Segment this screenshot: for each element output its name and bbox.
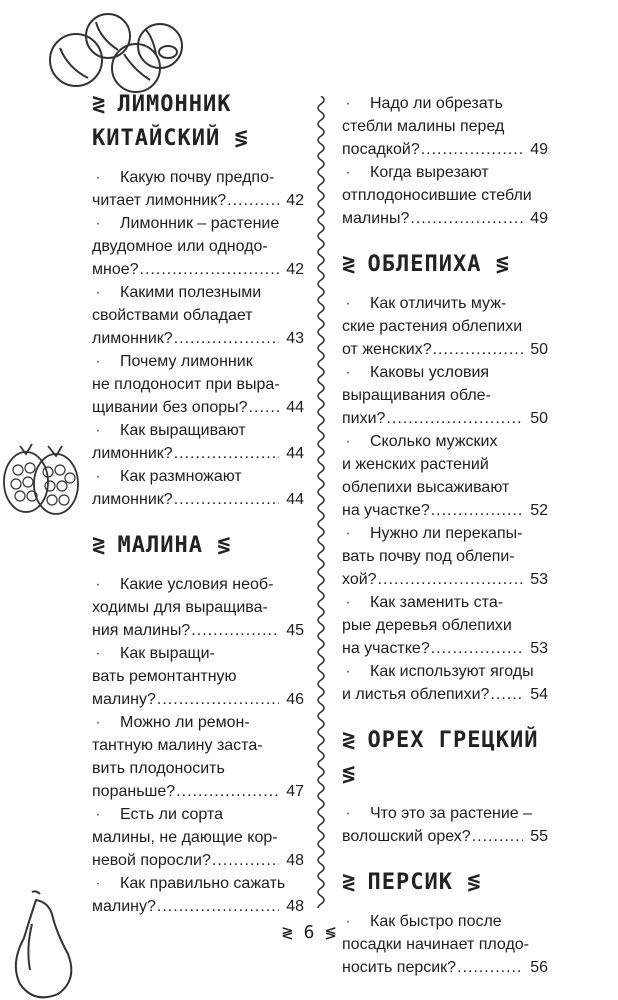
toc-page-number: 42	[286, 192, 304, 209]
page-number-ornament-right: ≶	[325, 922, 337, 943]
toc-entry-text: выращивания обле-	[342, 387, 491, 404]
toc-entry-line	[342, 660, 548, 683]
toc-entry-text: посадкой?	[342, 141, 420, 158]
dot-leader	[174, 442, 279, 465]
bullet-marker: ·	[345, 663, 351, 680]
toc-entry[interactable]	[92, 350, 304, 419]
title-ornament-left: ≷	[92, 533, 104, 558]
toc-entry-text: Какими полезными	[120, 284, 262, 301]
dot-leader	[140, 258, 279, 281]
section-gap	[92, 511, 304, 529]
title-ornament-left: ≷	[92, 92, 104, 117]
toc-entry-line	[92, 734, 304, 757]
dot-leader	[249, 396, 279, 419]
bullet-marker: ·	[95, 284, 101, 301]
toc-entry[interactable]	[92, 212, 304, 281]
toc-entry-text: и женских растений	[342, 456, 489, 473]
toc-entry-text: малины?	[342, 210, 410, 227]
toc-entry-line	[342, 207, 548, 230]
toc-entry-line	[92, 757, 304, 780]
toc-entry-text: на участке?	[342, 502, 430, 519]
toc-entry[interactable]	[342, 660, 548, 706]
dot-leader	[176, 780, 279, 803]
toc-entry-line	[342, 384, 548, 407]
toc-page-number: 45	[286, 622, 304, 639]
section-gap	[342, 706, 548, 724]
toc-entry[interactable]	[342, 161, 548, 230]
section-title-oblepiha	[342, 248, 548, 282]
toc-entry-text: Как размножают	[120, 468, 242, 485]
toc-entry-line	[92, 826, 304, 849]
section-title-text: МАЛИНА	[117, 533, 203, 558]
toc-entry-line	[342, 115, 548, 138]
section-title-oreh	[342, 724, 548, 792]
bullet-marker: ·	[95, 645, 101, 662]
toc-entry-text: облепихи высаживают	[342, 479, 510, 496]
toc-entry-line	[92, 396, 304, 419]
toc-entry-line	[342, 184, 548, 207]
toc-entry-text: Какие условия необ-	[120, 576, 274, 593]
toc-entry-text: пораньше?	[92, 783, 176, 800]
toc-page-number: 44	[286, 399, 304, 416]
toc-entry[interactable]	[92, 573, 304, 642]
toc-entry-line	[92, 419, 304, 442]
dot-leader	[212, 849, 279, 872]
toc-entry[interactable]	[92, 166, 304, 212]
toc-entry-line	[92, 895, 304, 918]
toc-entry-line	[92, 327, 304, 350]
toc-entry[interactable]	[342, 92, 548, 161]
bullet-marker: ·	[95, 806, 101, 823]
toc-entry-line	[342, 138, 548, 161]
toc-page-number: 50	[530, 410, 548, 427]
toc-entry-text: Какую почву предпо-	[120, 169, 275, 186]
toc-entry-line	[342, 453, 548, 476]
toc-entry-text: мное?	[92, 261, 139, 278]
section-title-line: КИТАЙСКИЙ	[92, 126, 221, 151]
dot-leader	[431, 637, 523, 660]
toc-entry-text: Есть ли сорта	[120, 806, 223, 823]
title-ornament-right: ≶	[342, 762, 354, 787]
toc-entry-line	[342, 956, 548, 979]
bullet-marker: ·	[345, 164, 351, 181]
toc-entry-line	[92, 849, 304, 872]
toc-entry-line	[92, 780, 304, 803]
dot-leader	[410, 207, 523, 230]
section-title-text: ОРЕХ ГРЕЦКИЙ	[367, 728, 539, 753]
toc-entry-line	[342, 825, 548, 848]
bullet-marker: ·	[345, 95, 351, 112]
toc-entry-line	[92, 711, 304, 734]
toc-entry[interactable]	[342, 292, 548, 361]
title-ornament-right: ≶	[217, 533, 229, 558]
toc-page-number: 47	[286, 783, 304, 800]
toc-entry[interactable]	[92, 281, 304, 350]
bullet-marker: ·	[95, 714, 101, 731]
toc-entry-line	[92, 281, 304, 304]
toc-entry-line	[92, 258, 304, 281]
toc-page-number: 48	[286, 898, 304, 915]
toc-entry[interactable]	[92, 872, 304, 918]
toc-entry-line	[342, 161, 548, 184]
bullet-marker: ·	[345, 364, 351, 381]
toc-entry[interactable]	[92, 642, 304, 711]
toc-entry-line	[92, 488, 304, 511]
toc-entry-text: Сколько мужских	[370, 433, 498, 450]
bullet-marker: ·	[95, 875, 101, 892]
dot-leader	[386, 407, 523, 430]
toc-entry-line	[92, 596, 304, 619]
toc-entry-text: ния малины?	[92, 622, 191, 639]
dot-leader	[378, 568, 523, 591]
toc-entry-line	[342, 591, 548, 614]
toc-page-number: 44	[286, 491, 304, 508]
toc-entry-line	[92, 573, 304, 596]
bullet-marker: ·	[95, 422, 101, 439]
toc-entry[interactable]	[342, 430, 548, 522]
dot-leader	[174, 327, 279, 350]
toc-entry-text: рые деревья облепихи	[342, 617, 512, 634]
toc-entry[interactable]	[342, 802, 548, 848]
toc-entry-text: свойствами обладает	[92, 307, 253, 324]
toc-entry-line	[92, 665, 304, 688]
toc-page-number: 54	[530, 686, 548, 703]
dot-leader	[227, 189, 279, 212]
toc-entry-text: не плодоносит при выра-	[92, 376, 280, 393]
toc-entry-line	[342, 361, 548, 384]
dot-leader	[472, 825, 523, 848]
section-gap	[342, 230, 548, 248]
bullet-marker: ·	[95, 215, 101, 232]
toc-entry-line	[92, 304, 304, 327]
apricots-illustration	[38, 8, 188, 93]
toc-entry-line	[342, 614, 548, 637]
section-title-line: ЛИМОННИК	[117, 92, 232, 117]
toc-column-left	[92, 88, 304, 918]
toc-page-number: 42	[286, 261, 304, 278]
toc-entry-text: волошский орех?	[342, 828, 471, 845]
entry-list-oblepiha	[342, 292, 548, 706]
toc-entry-text: щивании без опоры?	[92, 399, 248, 416]
bullet-marker: ·	[345, 913, 351, 930]
entry-list-limonnik	[92, 166, 304, 511]
toc-entry-line	[342, 92, 548, 115]
section-title-limonnik	[92, 88, 304, 156]
toc-entry[interactable]	[342, 591, 548, 660]
toc-page-number: 50	[530, 341, 548, 358]
toc-entry-text: вать почву под облепи-	[342, 548, 515, 565]
dot-leader	[174, 488, 279, 511]
raspberries-illustration	[0, 432, 85, 524]
section-gap	[342, 848, 548, 866]
toc-entry-text: вать ремонтантную	[92, 668, 237, 685]
section-title-persik	[342, 866, 548, 900]
toc-entry-text: Что это за растение –	[370, 805, 532, 822]
title-ornament-left: ≷	[342, 252, 354, 277]
title-ornament-left: ≷	[342, 870, 354, 895]
toc-entry-line	[92, 166, 304, 189]
toc-entry-text: невой поросли?	[92, 852, 211, 869]
toc-entry-text: Надо ли обрезать	[370, 95, 503, 112]
dot-leader	[421, 138, 523, 161]
toc-page-number: 44	[286, 445, 304, 462]
page-number	[0, 922, 618, 943]
toc-page-number: 48	[286, 852, 304, 869]
toc-entry-line	[92, 688, 304, 711]
entry-list-malina	[92, 573, 304, 918]
toc-entry-line	[342, 637, 548, 660]
toc-page-number: 49	[530, 210, 548, 227]
toc-entry-text: двудомное или однодо-	[92, 238, 268, 255]
toc-entry-text: лимонник?	[92, 445, 173, 462]
title-ornament-right: ≶	[467, 870, 479, 895]
toc-entry[interactable]	[342, 910, 548, 979]
toc-entry-line	[92, 350, 304, 373]
toc-entry-text: вить плодоносить	[92, 760, 225, 777]
toc-entry-line	[342, 315, 548, 338]
bullet-marker: ·	[95, 169, 101, 186]
toc-entry-text: Нужно ли перекапы-	[370, 525, 523, 542]
toc-entry-line	[342, 568, 548, 591]
toc-entry-line	[342, 522, 548, 545]
toc-page-number: 46	[286, 691, 304, 708]
toc-entry-line	[92, 212, 304, 235]
bullet-marker: ·	[95, 468, 101, 485]
page-number-value: 6	[303, 922, 315, 943]
toc-column-right	[342, 88, 548, 979]
toc-entry[interactable]	[92, 803, 304, 872]
toc-entry-line	[92, 442, 304, 465]
toc-entry-line	[92, 872, 304, 895]
toc-page-number: 53	[530, 571, 548, 588]
bullet-marker: ·	[345, 594, 351, 611]
toc-entry-text: посадки начинает плодо-	[342, 936, 529, 953]
toc-entry-text: носить персик?	[342, 959, 457, 976]
column-divider	[313, 96, 329, 908]
toc-entry-line	[342, 338, 548, 361]
toc-entry-line	[342, 292, 548, 315]
toc-entry-line	[342, 430, 548, 453]
toc-entry-text: Как быстро после	[370, 913, 502, 930]
toc-page-number: 49	[530, 141, 548, 158]
toc-entry[interactable]	[92, 465, 304, 511]
entry-list-persik	[342, 910, 548, 979]
toc-entry-text: Как правильно сажать	[120, 875, 286, 892]
toc-entry-line	[92, 803, 304, 826]
toc-page-number: 52	[530, 502, 548, 519]
dot-leader	[457, 956, 523, 979]
toc-entry-line	[342, 476, 548, 499]
toc-entry-text: и листья облепихи?	[342, 686, 490, 703]
toc-entry-text: лимонник?	[92, 491, 173, 508]
toc-page-number: 55	[530, 828, 548, 845]
toc-entry-line	[342, 545, 548, 568]
toc-entry-text: читает лимонник?	[92, 192, 227, 209]
toc-page-number: 53	[530, 640, 548, 657]
bullet-marker: ·	[345, 805, 351, 822]
toc-entry-text: малину?	[92, 898, 156, 915]
title-ornament-right: ≶	[495, 252, 507, 277]
dot-leader	[157, 688, 279, 711]
toc-entry-line	[92, 465, 304, 488]
toc-entry-text: Как отличить муж-	[370, 295, 507, 312]
toc-entry-text: малины, не дающие кор-	[92, 829, 278, 846]
toc-entry-text: Как используют ягоды	[370, 663, 534, 680]
toc-entry[interactable]	[342, 361, 548, 430]
title-ornament-left: ≷	[342, 728, 354, 753]
dot-leader	[490, 683, 523, 706]
toc-entry-text: ские растения облепихи	[342, 318, 523, 335]
toc-entry-text: отплодоносившие стебли	[342, 187, 532, 204]
title-ornament-right: ≶	[234, 126, 246, 151]
toc-entry[interactable]	[342, 522, 548, 591]
toc-entry-line	[92, 619, 304, 642]
toc-entry-text: Почему лимонник	[120, 353, 253, 370]
toc-entry-text: Как выращи-	[120, 645, 215, 662]
toc-entry-text: на участке?	[342, 640, 430, 657]
toc-entry[interactable]	[92, 419, 304, 465]
toc-entry-text: Как выращивают	[120, 422, 246, 439]
bullet-marker: ·	[345, 295, 351, 312]
pear-illustration	[6, 888, 86, 1000]
page-number-ornament-left: ≷	[281, 922, 293, 943]
toc-page-number: 43	[286, 330, 304, 347]
toc-entry-line	[92, 189, 304, 212]
entry-list-malina-continued	[342, 92, 548, 230]
toc-entry-text: стебли малины перед	[342, 118, 505, 135]
toc-entry-text: от женских?	[342, 341, 432, 358]
toc-entry-text: пихи?	[342, 410, 386, 427]
section-title-text: ОБЛЕПИХА	[367, 252, 482, 277]
entry-list-oreh	[342, 802, 548, 848]
toc-entry-text: Когда вырезают	[370, 164, 489, 181]
toc-entry-line	[342, 499, 548, 522]
toc-entry-line	[92, 235, 304, 258]
toc-entry-text: ходимы для выращива-	[92, 599, 268, 616]
toc-page-number: 56	[530, 959, 548, 976]
toc-entry-text: Лимонник – растение	[120, 215, 280, 232]
toc-entry-line	[92, 373, 304, 396]
toc-entry-text: малину?	[92, 691, 156, 708]
toc-entry-text: Каковы условия	[370, 364, 490, 381]
bullet-marker: ·	[345, 525, 351, 542]
toc-entry[interactable]	[92, 711, 304, 803]
toc-entry-text: тантную малину заста-	[92, 737, 263, 754]
bullet-marker: ·	[95, 576, 101, 593]
bullet-marker: ·	[95, 353, 101, 370]
dot-leader	[433, 338, 523, 361]
toc-entry-text: Как заменить ста-	[370, 594, 504, 611]
dot-leader	[157, 895, 279, 918]
dot-leader	[431, 499, 523, 522]
section-title-text: ПЕРСИК	[367, 870, 453, 895]
dot-leader	[191, 619, 279, 642]
section-title-malina	[92, 529, 304, 563]
toc-entry-text: лимонник?	[92, 330, 173, 347]
toc-entry-text: Можно ли ремон-	[120, 714, 250, 731]
toc-entry-line	[342, 683, 548, 706]
toc-entry-line	[342, 802, 548, 825]
toc-entry-line	[342, 407, 548, 430]
toc-entry-text: хой?	[342, 571, 377, 588]
toc-entry-line	[92, 642, 304, 665]
bullet-marker: ·	[345, 433, 351, 450]
